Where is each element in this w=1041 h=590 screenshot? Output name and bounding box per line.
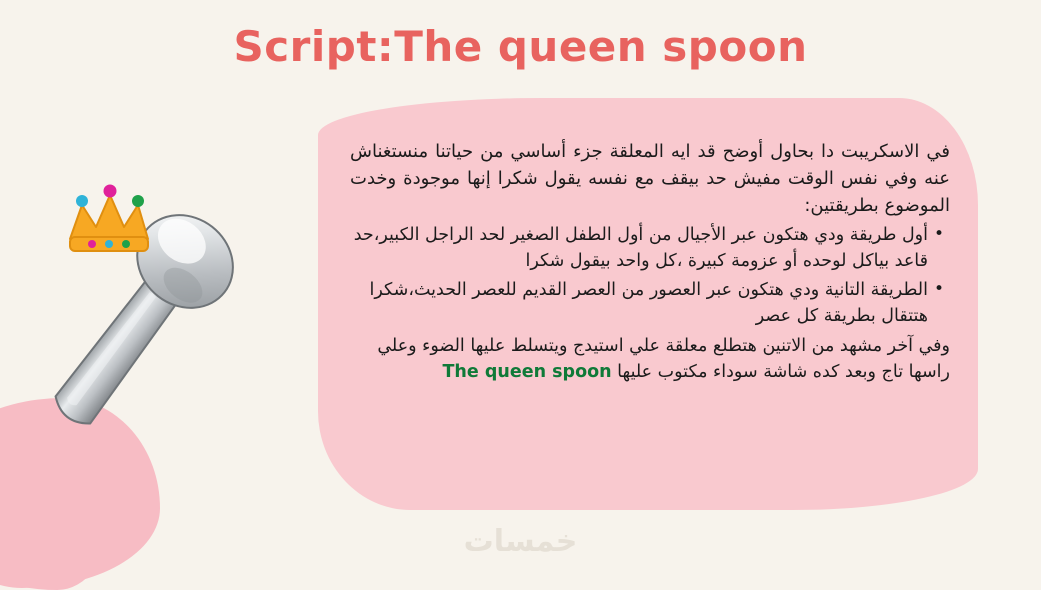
queen-spoon-highlight: The queen spoon — [442, 362, 612, 383]
bullet-list — [350, 223, 950, 329]
script-body — [350, 138, 950, 386]
crown-icon — [70, 185, 148, 252]
page-title: Script:The queen spoon — [233, 22, 808, 71]
intro-paragraph: في الاسكريبت دا بحاول أوضح قد ايه المعلقة جزء أساسي من حياتنا منستغناش عنه وفي نفس الوقت مفيش حد بيقف مع نفسه يقول شكرا إنها موجودة وخدت الموضوع بطريقتين: — [350, 141, 950, 216]
crowned-spoon-illustration — [30, 175, 300, 475]
closing-paragraph — [350, 333, 950, 386]
list-item: • الطريقة التانية ودي هتكون عبر العصور من العصر القديم للعصر الحديث،شكرا هتتقال بطريقة كل عصر — [350, 278, 928, 329]
watermark: خمسات — [463, 524, 578, 559]
closing-text: وفي آخر مشهد من الاتنين هتطلع معلقة علي استيدج ويتسلط عليها الضوء وعلي راسها تاج وبعد كده شاشة سوداء مكتوب عليها — [377, 336, 950, 383]
list-item: • أول طريقة ودي هتكون عبر الأجيال من أول الطفل الصغير لحد الراجل الكبير،حد قاعد بياكل لوحده أو عزومة كبيرة ،كل واحد بيقول شكرا — [350, 223, 928, 274]
